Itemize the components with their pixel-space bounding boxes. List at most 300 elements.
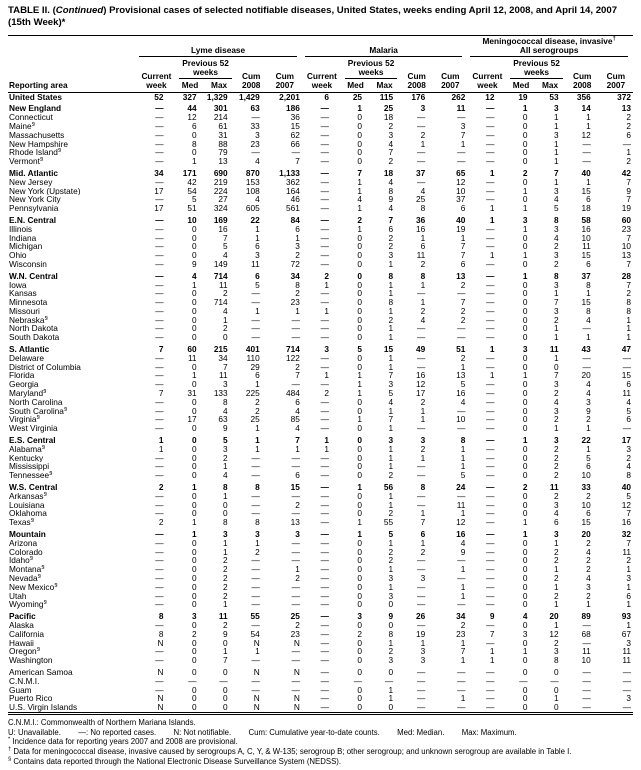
value-cell: 6: [255, 270, 260, 281]
value-cell: —: [320, 482, 329, 493]
value-cell: 0: [191, 655, 197, 666]
value-cell: —: [291, 537, 300, 548]
value-cell: 6: [255, 241, 260, 252]
value-cell: 401: [245, 344, 260, 355]
value-cell: 12: [456, 517, 466, 528]
value-cell: 11: [416, 250, 426, 261]
reporting-area-cell: Maine§: [9, 121, 35, 131]
value-cell: 1: [357, 370, 363, 381]
value-cell: 36: [290, 112, 300, 123]
value-cell: 1: [255, 443, 260, 454]
value-cell: 34: [456, 611, 466, 622]
value-cell: 2: [522, 167, 528, 178]
value-cell: 1: [554, 581, 559, 592]
value-cell: 1: [626, 323, 631, 334]
value-cell: 2: [223, 573, 228, 583]
value-cell: —: [291, 452, 300, 463]
value-cell: —: [582, 361, 591, 372]
value-cell: —: [486, 675, 495, 686]
value-cell: 84: [290, 214, 300, 225]
value-cell: 3: [554, 279, 559, 290]
value-cell: —: [291, 581, 300, 592]
value-cell: 0: [191, 297, 197, 308]
value-cell: 23: [290, 628, 300, 639]
value-cell: 2: [420, 546, 426, 557]
value-cell: 4: [295, 405, 300, 416]
col-header-cum-2007: Cum 2007: [275, 71, 295, 91]
value-cell: 8: [295, 279, 300, 290]
value-cell: —: [320, 490, 329, 501]
value-cell: —: [155, 546, 164, 557]
value-cell: —: [251, 508, 260, 519]
value-cell: 224: [213, 185, 228, 196]
value-cell: —: [155, 490, 164, 501]
reporting-area-cell: New York (Upstate): [9, 186, 81, 196]
value-cell: 1: [191, 370, 197, 381]
value-cell: —: [353, 675, 363, 686]
value-cell: 28: [621, 270, 631, 281]
value-cell: 25: [416, 194, 426, 205]
value-cell: 1: [460, 693, 466, 704]
value-cell: 6: [324, 91, 329, 102]
value-cell: 0: [522, 702, 528, 713]
value-cell: 2: [223, 323, 228, 334]
value-cell: —: [416, 581, 426, 592]
value-cell: 3: [223, 443, 228, 454]
value-cell: —: [486, 138, 495, 149]
value-cell: —: [291, 684, 300, 695]
value-cell: 1: [489, 646, 495, 657]
value-cell: 37: [416, 167, 426, 178]
value-cell: 0: [522, 156, 528, 167]
value-cell: 2: [388, 314, 394, 325]
value-cell: —: [320, 452, 329, 463]
value-cell: 1: [388, 361, 394, 372]
value-cell: 3: [460, 120, 466, 131]
value-cell: 2: [460, 619, 466, 630]
value-cell: 55: [250, 611, 260, 622]
value-cell: 19: [456, 223, 466, 234]
value-cell: —: [486, 508, 495, 519]
value-cell: —: [320, 564, 329, 575]
value-cell: N: [293, 637, 300, 648]
value-cell: 0: [191, 555, 197, 566]
value-cell: 9: [388, 194, 394, 205]
value-cell: 219: [213, 176, 228, 187]
value-cell: —: [416, 288, 426, 299]
value-cell: —: [291, 546, 300, 557]
value-cell: —: [486, 185, 495, 196]
value-cell: 1: [324, 279, 329, 290]
value-cell: 0: [191, 581, 197, 592]
table-row: [8, 600, 633, 609]
value-cell: —: [320, 599, 329, 610]
value-cell: —: [486, 314, 495, 325]
value-cell: 1: [357, 223, 363, 234]
value-cell: 3: [223, 529, 228, 540]
value-cell: 3: [223, 379, 228, 390]
table-row: [8, 703, 633, 713]
value-cell: 3: [357, 611, 363, 622]
value-cell: 327: [182, 91, 197, 102]
value-cell: 1: [489, 214, 495, 225]
value-cell: 3: [586, 396, 591, 407]
value-cell: 0: [522, 461, 528, 472]
value-cell: —: [416, 423, 426, 434]
value-cell: 8: [388, 270, 394, 281]
value-cell: —: [622, 352, 631, 363]
value-cell: 4: [223, 470, 228, 481]
value-cell: 0: [357, 405, 363, 416]
value-cell: —: [457, 112, 466, 123]
reporting-area-cell: Puerto Rico: [9, 694, 53, 704]
value-cell: —: [486, 490, 495, 501]
value-cell: —: [155, 655, 164, 666]
value-cell: 2: [158, 482, 164, 493]
value-cell: 8: [223, 396, 228, 407]
value-cell: 3: [420, 646, 426, 657]
value-cell: 2: [626, 112, 631, 123]
value-cell: 6: [626, 590, 631, 601]
value-cell: 2: [324, 388, 329, 399]
value-cell: 1: [388, 537, 394, 548]
reporting-area-cell: Pacific: [9, 612, 36, 621]
value-cell: 5: [586, 452, 591, 463]
reporting-area-cell: E.S. Central: [9, 436, 56, 445]
value-cell: 0: [522, 666, 528, 677]
value-cell: 47: [621, 344, 631, 355]
value-cell: 0: [522, 332, 528, 343]
value-cell: —: [155, 156, 164, 167]
value-cell: —: [155, 590, 164, 601]
value-cell: 1: [586, 288, 591, 299]
value-cell: 4: [586, 546, 591, 557]
value-cell: —: [320, 619, 329, 630]
value-cell: 1: [255, 646, 260, 657]
reporting-area-cell: Michigan: [9, 242, 43, 252]
value-cell: 60: [187, 344, 197, 355]
value-cell: 1: [255, 537, 260, 548]
value-cell: —: [320, 555, 329, 566]
value-cell: 8: [586, 305, 591, 316]
value-cell: —: [155, 147, 164, 158]
value-cell: 11: [219, 370, 228, 381]
value-cell: 1: [223, 546, 228, 557]
reporting-area-cell: Mountain: [9, 530, 46, 539]
value-cell: —: [486, 323, 495, 334]
value-cell: 46: [290, 194, 300, 205]
value-cell: 3: [626, 637, 631, 648]
value-cell: 13: [456, 370, 466, 381]
value-cell: —: [320, 461, 329, 472]
value-cell: —: [416, 112, 426, 123]
value-cell: 0: [522, 637, 528, 648]
value-cell: 16: [416, 223, 426, 234]
value-cell: 1: [554, 564, 559, 575]
value-cell: 0: [522, 323, 528, 334]
value-cell: —: [582, 675, 591, 686]
value-cell: —: [622, 702, 631, 713]
value-cell: 1: [554, 332, 559, 343]
value-cell: 1: [626, 564, 631, 575]
value-cell: 0: [522, 499, 528, 510]
value-cell: 9: [388, 611, 394, 622]
value-cell: 0: [357, 156, 363, 167]
value-cell: 1: [223, 646, 228, 657]
value-cell: —: [155, 279, 164, 290]
value-cell: —: [457, 156, 466, 167]
value-cell: —: [486, 564, 495, 575]
table-title: TABLE II. (Continued) Provisional cases of selected notifiable diseases, United States, weeks ending April 12, 2008, and April 14, 2007 (15th Week)*: [8, 5, 618, 29]
value-cell: —: [582, 147, 591, 158]
value-cell: 6: [295, 396, 300, 407]
value-cell: 1: [460, 508, 466, 519]
value-cell: —: [320, 405, 329, 416]
value-cell: 1: [522, 370, 528, 381]
value-cell: —: [155, 646, 164, 657]
value-cell: —: [582, 619, 591, 630]
value-cell: 16: [416, 370, 426, 381]
value-cell: 11: [622, 655, 631, 666]
value-cell: 0: [522, 352, 528, 363]
value-cell: —: [320, 628, 329, 639]
value-cell: 164: [286, 185, 300, 196]
value-cell: —: [251, 147, 260, 158]
value-cell: —: [486, 546, 495, 557]
value-cell: —: [486, 352, 495, 363]
value-cell: 23: [621, 223, 631, 234]
value-cell: 4: [420, 314, 426, 325]
value-cell: 54: [187, 185, 197, 196]
value-cell: 561: [286, 203, 300, 214]
value-cell: —: [486, 693, 495, 704]
value-cell: 7: [223, 361, 228, 372]
value-cell: 0: [191, 490, 197, 501]
value-cell: 11: [622, 546, 631, 557]
value-cell: 714: [213, 297, 228, 308]
value-cell: —: [416, 590, 426, 601]
value-cell: 1: [522, 250, 528, 261]
table-row: [8, 380, 633, 389]
value-cell: 2: [223, 619, 228, 630]
value-cell: 1: [554, 138, 559, 149]
value-cell: 0: [522, 279, 528, 290]
value-cell: —: [320, 499, 329, 510]
value-cell: 153: [245, 176, 260, 187]
value-cell: 1: [388, 564, 394, 575]
value-cell: —: [486, 619, 495, 630]
reporting-area-cell: Illinois: [9, 224, 33, 234]
value-cell: —: [582, 138, 591, 149]
value-cell: —: [320, 120, 329, 131]
value-cell: 870: [245, 167, 260, 178]
reporting-area-cell: Tennessee§: [9, 471, 53, 481]
value-cell: 0: [191, 684, 197, 695]
value-cell: 11: [549, 344, 559, 355]
value-cell: —: [251, 314, 260, 325]
table-row: [8, 471, 633, 480]
value-cell: —: [155, 555, 164, 566]
value-cell: 2: [554, 573, 559, 583]
table-row: [8, 656, 633, 665]
value-cell: —: [416, 332, 426, 343]
value-cell: —: [486, 288, 495, 299]
value-cell: —: [622, 684, 631, 695]
value-cell: 0: [388, 619, 394, 630]
value-cell: —: [457, 490, 466, 501]
value-cell: —: [486, 423, 495, 434]
value-cell: 42: [187, 176, 197, 187]
value-cell: —: [320, 414, 329, 425]
value-cell: 2: [255, 405, 260, 416]
value-cell: 0: [357, 361, 363, 372]
value-cell: —: [320, 637, 329, 648]
value-cell: 1: [420, 232, 426, 243]
value-cell: 2: [554, 546, 559, 557]
value-cell: 1: [522, 529, 528, 540]
value-cell: 2: [388, 555, 394, 566]
value-cell: —: [416, 176, 426, 187]
value-cell: 1: [357, 379, 363, 390]
value-cell: —: [155, 508, 164, 519]
value-cell: 63: [250, 103, 260, 114]
value-cell: 0: [357, 590, 363, 601]
value-cell: 133: [213, 388, 228, 399]
value-cell: 1: [324, 435, 329, 446]
value-cell: 17: [154, 185, 164, 196]
value-cell: —: [416, 120, 426, 131]
value-cell: 0: [522, 379, 528, 390]
value-cell: —: [457, 423, 466, 434]
reporting-area-cell: Alaska: [9, 620, 34, 630]
value-cell: 1: [357, 529, 363, 540]
value-cell: 1: [460, 232, 466, 243]
value-cell: 40: [456, 214, 466, 225]
value-cell: 7: [489, 628, 495, 639]
value-cell: 1: [489, 203, 495, 214]
value-cell: 0: [357, 573, 363, 583]
value-cell: 10: [187, 214, 197, 225]
value-cell: 0: [522, 655, 528, 666]
value-cell: 3: [522, 344, 528, 355]
value-cell: —: [582, 684, 591, 695]
value-cell: 79: [218, 147, 228, 158]
value-cell: 1: [191, 156, 197, 167]
value-cell: 15: [581, 517, 591, 528]
value-cell: —: [155, 499, 164, 510]
value-cell: 0: [522, 555, 528, 566]
value-cell: 1: [191, 279, 197, 290]
reporting-area-cell: West Virginia: [9, 424, 58, 434]
value-cell: 0: [191, 619, 197, 630]
value-cell: —: [155, 323, 164, 334]
value-cell: 49: [416, 344, 426, 355]
value-cell: —: [155, 270, 164, 281]
value-cell: —: [251, 555, 260, 566]
value-cell: 7: [460, 297, 466, 308]
reporting-area-cell: Idaho§: [9, 556, 34, 566]
value-cell: 1,429: [238, 91, 260, 102]
value-cell: 7: [158, 344, 164, 355]
col-header-med: Med: [347, 80, 364, 91]
value-cell: 7: [388, 214, 394, 225]
value-cell: 1: [420, 414, 426, 425]
value-cell: 7: [295, 370, 300, 381]
value-cell: 1: [388, 352, 394, 363]
value-cell: 1: [460, 590, 466, 601]
value-cell: 149: [213, 258, 228, 269]
reporting-area-cell: South Carolina§: [9, 406, 68, 416]
value-cell: 2: [223, 581, 228, 592]
value-cell: 0: [357, 619, 363, 630]
value-cell: 1: [324, 370, 329, 381]
value-cell: 0: [191, 305, 197, 316]
value-cell: 1: [626, 619, 631, 630]
reporting-area-cell: Louisiana: [9, 500, 45, 510]
value-cell: 176: [411, 91, 426, 102]
value-cell: 6: [626, 129, 631, 140]
value-cell: —: [155, 120, 164, 131]
value-cell: —: [155, 361, 164, 372]
value-cell: 0: [357, 537, 363, 548]
value-cell: 2: [388, 241, 394, 252]
col-header-previous-52-weeks: Previous 52 weeks: [176, 58, 234, 80]
reporting-area-cell: New England: [9, 104, 62, 114]
value-cell: 3: [554, 305, 559, 316]
value-cell: —: [320, 470, 329, 481]
value-cell: 25: [290, 611, 300, 622]
value-cell: 0: [522, 684, 528, 695]
col-header-cum-2008: Cum 2008: [407, 71, 426, 91]
reporting-area-cell: Minnesota: [9, 298, 48, 307]
value-cell: 6: [295, 470, 300, 481]
value-cell: 2: [191, 628, 197, 639]
value-cell: —: [622, 138, 631, 149]
value-cell: 1: [586, 443, 591, 454]
reporting-area-cell: Utah: [9, 591, 27, 601]
value-cell: —: [486, 405, 495, 416]
value-cell: 115: [379, 91, 394, 102]
value-cell: 89: [581, 611, 591, 622]
value-cell: 0: [191, 637, 197, 648]
value-cell: —: [155, 537, 164, 548]
value-cell: —: [486, 241, 495, 252]
footnote-cnmi: C.N.M.I.: Commonwealth of Northern Mariana Islands.: [8, 717, 196, 727]
value-cell: 3: [554, 529, 559, 540]
value-cell: 2: [388, 546, 394, 557]
value-cell: 1: [460, 138, 466, 149]
value-cell: 1: [626, 581, 631, 592]
value-cell: 2: [295, 499, 300, 510]
value-cell: 9: [460, 546, 466, 557]
col-header-cum-2007: Cum 2007: [441, 71, 460, 91]
value-cell: 0: [191, 693, 197, 704]
reporting-area-cell: North Carolina: [9, 397, 63, 407]
value-cell: —: [486, 590, 495, 601]
value-cell: 13: [621, 250, 631, 261]
value-cell: —: [155, 461, 164, 472]
reporting-area-cell: Oklahoma: [9, 509, 47, 519]
value-cell: —: [384, 675, 394, 686]
value-cell: —: [457, 684, 466, 695]
value-cell: —: [457, 323, 466, 334]
value-cell: 0: [522, 112, 528, 123]
value-cell: N: [293, 702, 300, 713]
reporting-area-cell: Oregon§: [9, 647, 41, 657]
value-cell: N: [253, 693, 260, 704]
value-cell: —: [155, 452, 164, 463]
value-cell: 0: [191, 702, 197, 713]
